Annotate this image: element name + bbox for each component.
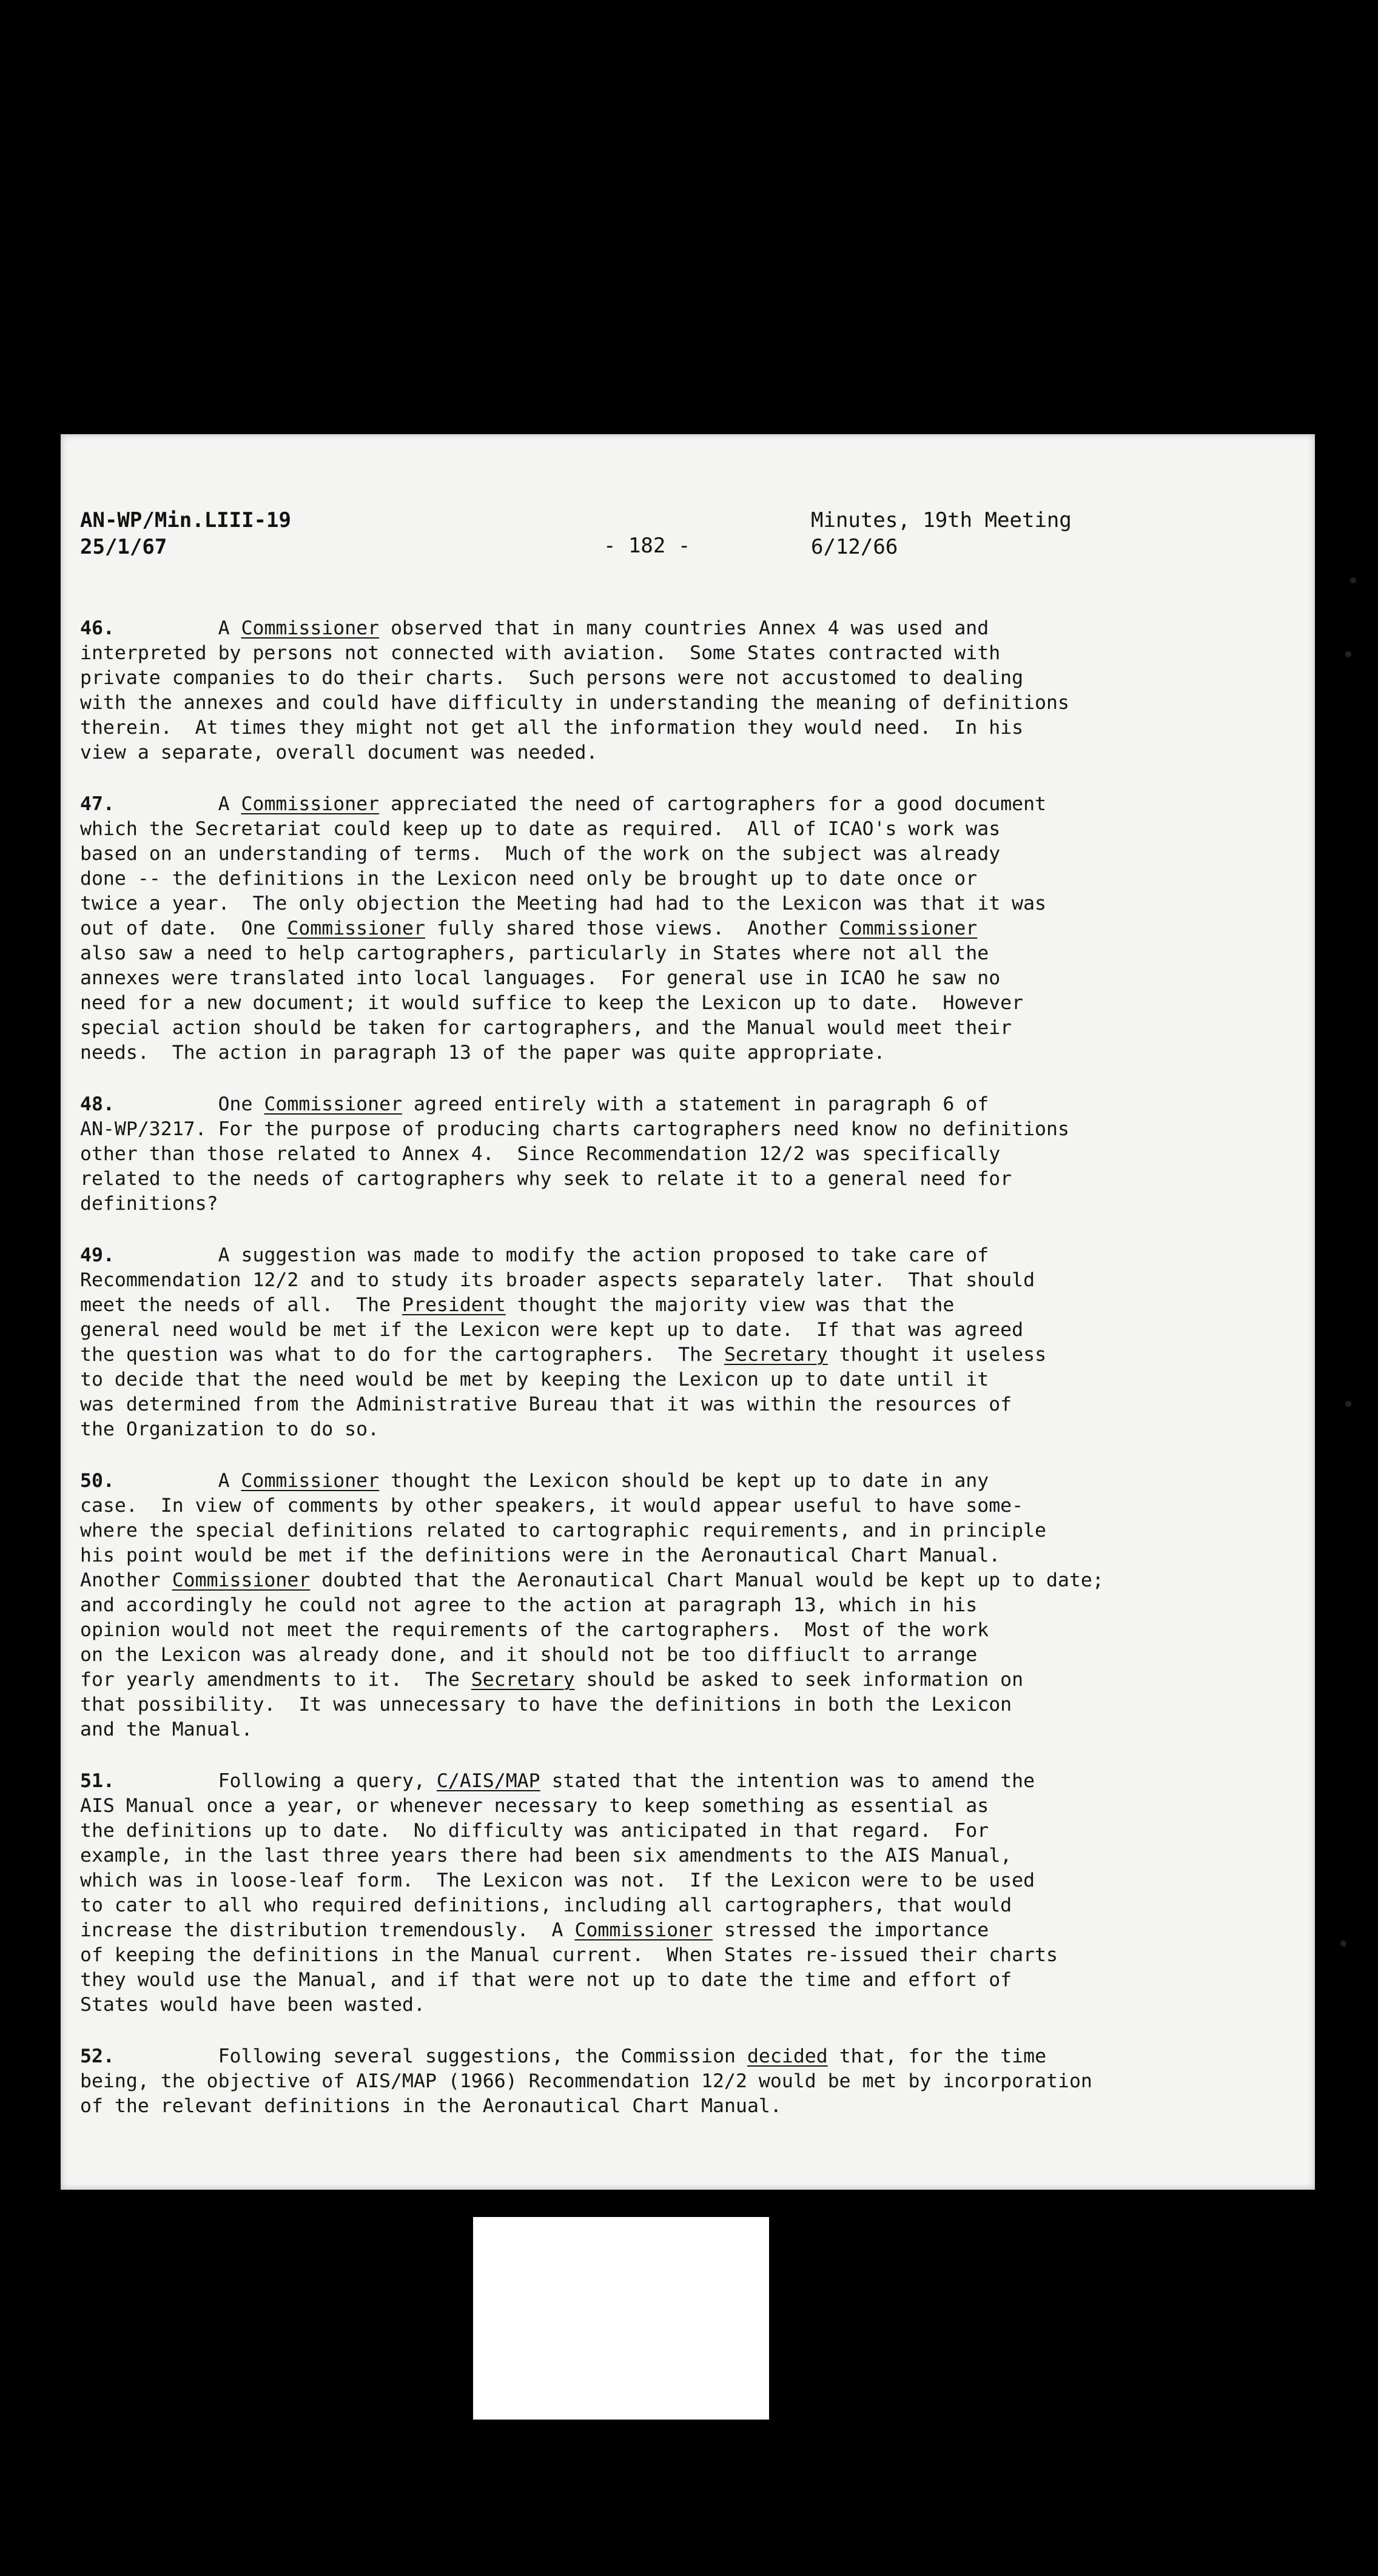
paragraph-line: and the Manual. — [80, 1719, 253, 1740]
paragraph-line: based on an understanding of terms. Much of the work on the subject was already — [80, 843, 1001, 865]
paragraph-line: with the annexes and could have difficulty in understanding the meaning of definitions — [80, 692, 1069, 714]
meeting-date: 6/12/66 — [811, 535, 898, 559]
paragraph-line: case. In view of comments by other speakers, it would appear useful to have some- — [80, 1495, 1024, 1517]
paragraph-line: example, in the last three years there had been six amendments to the AIS Manual, — [80, 1845, 1012, 1867]
minutes-paragraph — [80, 1469, 1214, 1742]
minutes-paragraph — [80, 2044, 1214, 2119]
paragraph-line: Recommendation 12/2 and to study its broader aspects separately later. That should — [80, 1269, 1035, 1291]
paragraph-line: special action should be taken for cartographers, and the Manual would meet their — [80, 1017, 1012, 1039]
paragraph-line: on the Lexicon was already done, and it should not be too diffiuclt to arrange — [80, 1644, 978, 1666]
paragraph-line: out of date. One Commissioner fully shared those views. Another Commissioner — [80, 917, 978, 939]
margin-mark — [1350, 577, 1356, 583]
paragraph-number: 51. — [80, 1770, 115, 1792]
paragraph-line: annexes were translated into local languages. For general use in ICAO he saw no — [80, 967, 1001, 989]
paragraph-line: for yearly amendments to it. The Secretary should be asked to seek information on — [80, 1669, 1024, 1691]
paragraph-number: 52. — [80, 2045, 115, 2067]
paragraph-line: was determined from the Administrative Bureau that it was within the resources of — [80, 1394, 1012, 1415]
paragraph-line: opinion would not meet the requirements of the cartographers. Most of the work — [80, 1619, 989, 1641]
paragraph-line: AIS Manual once a year, or whenever necessary to keep something as essential as — [80, 1795, 989, 1817]
paragraph-line: therein. At times they might not get all the information they would need. In his — [80, 717, 1024, 739]
paragraph-number: 48. — [80, 1093, 115, 1115]
paragraph-number: 50. — [80, 1470, 115, 1492]
minutes-paragraph — [80, 1769, 1214, 2018]
margin-mark — [1345, 1401, 1351, 1407]
paragraph-line: the question was what to do for the cartographers. The Secretary thought it useless — [80, 1344, 1047, 1366]
paragraph-line: which the Secretariat could keep up to date as required. All of ICAO's work was — [80, 818, 1001, 840]
paragraph-line: A Commissioner thought the Lexicon should be kept up to date in any — [114, 1470, 989, 1492]
paragraph-line: of keeping the definitions in the Manual current. When States re-issued their charts — [80, 1944, 1058, 1966]
paragraph-line: private companies to do their charts. Such persons were not accustomed to dealing — [80, 667, 1024, 689]
paragraph-line: States would have been wasted. — [80, 1994, 425, 2016]
paragraph-line: definitions? — [80, 1193, 218, 1215]
paragraph-line: view a separate, overall document was needed. — [80, 742, 598, 763]
paragraph-line: A Commissioner appreciated the need of cartographers for a good document — [114, 793, 1047, 815]
paragraph-line: related to the needs of cartographers why seek to relate it to a general need for — [80, 1168, 1012, 1190]
paragraph-line: to cater to all who required definitions, including all cartographers, that would — [80, 1894, 1012, 1916]
minutes-paragraph — [80, 1243, 1214, 1442]
paragraph-line: need for a new document; it would suffice to keep the Lexicon up to date. However — [80, 992, 1024, 1014]
paragraph-line: done -- the definitions in the Lexicon need only be brought up to date once or — [80, 868, 978, 890]
paragraph-line: to decide that the need would be met by keeping the Lexicon up to date until it — [80, 1369, 989, 1390]
meeting-title: Minutes, 19th Meeting — [811, 508, 1072, 532]
paragraph-number: 46. — [80, 617, 115, 639]
paragraph-number: 47. — [80, 793, 115, 815]
paragraph-line: Following several suggestions, the Commission decided that, for the time — [114, 2045, 1047, 2067]
paragraph-line: his point would be met if the definitions were in the Aeronautical Chart Manual. — [80, 1545, 1001, 1566]
paragraph-line: the definitions up to date. No difficulty was anticipated in that regard. For — [80, 1820, 989, 1842]
margin-mark — [1340, 1940, 1346, 1947]
margin-mark — [1345, 651, 1351, 657]
paragraph-line: which was in loose-leaf form. The Lexicon was not. If the Lexicon were to be used — [80, 1870, 1035, 1891]
page-number: - 182 - — [603, 534, 691, 558]
paragraph-line: general need would be met if the Lexicon were kept up to date. If that was agreed — [80, 1319, 1024, 1341]
minutes-paragraph — [80, 1092, 1214, 1216]
paragraph-line: Following a query, C/AIS/MAP stated that the intention was to amend the — [114, 1770, 1035, 1792]
minutes-paragraph — [80, 792, 1214, 1065]
paragraph-line: of the relevant definitions in the Aeronautical Chart Manual. — [80, 2095, 782, 2117]
paragraph-line: meet the needs of all. The President thought the majority view was that the — [80, 1294, 955, 1316]
blank-card — [473, 2217, 769, 2420]
paragraph-line: also saw a need to help cartographers, particularly in States where not all the — [80, 942, 989, 964]
paragraph-line: they would use the Manual, and if that were not up to date the time and effort of — [80, 1969, 1012, 1991]
paragraph-line: Another Commissioner doubted that the Aeronautical Chart Manual would be kept up to date; — [80, 1569, 1104, 1591]
minutes-body — [80, 616, 1214, 2145]
paragraph-line: One Commissioner agreed entirely with a statement in paragraph 6 of — [114, 1093, 989, 1115]
paragraph-line: A Commissioner observed that in many countries Annex 4 was used and — [114, 617, 989, 639]
paragraph-line: that possibility. It was unnecessary to have the definitions in both the Lexicon — [80, 1694, 1012, 1716]
header-right-block — [811, 507, 1072, 560]
paragraph-line: increase the distribution tremendously. A Commissioner stressed the importance — [80, 1919, 989, 1941]
document-date: 25/1/67 — [80, 535, 167, 559]
paragraph-line: interpreted by persons not connected with aviation. Some States contracted with — [80, 642, 1001, 664]
minutes-paragraph — [80, 616, 1214, 765]
paragraph-line: other than those related to Annex 4. Since Recommendation 12/2 was specifically — [80, 1143, 1001, 1165]
paragraph-line: where the special definitions related to cartographic requirements, and in principle — [80, 1520, 1047, 1541]
paragraph-line: needs. The action in paragraph 13 of the paper was quite appropriate. — [80, 1042, 886, 1064]
paragraph-line: and accordingly he could not agree to the action at paragraph 13, which in his — [80, 1594, 978, 1616]
paragraph-number: 49. — [80, 1244, 115, 1266]
paragraph-line: AN-WP/3217. For the purpose of producing charts cartographers need know no definitions — [80, 1118, 1069, 1140]
paragraph-line: being, the objective of AIS/MAP (1966) Recommendation 12/2 would be met by incorporation — [80, 2070, 1092, 2092]
paragraph-line: twice a year. The only objection the Meeting had had to the Lexicon was that it was — [80, 893, 1047, 914]
header-left-block — [80, 507, 291, 560]
paragraph-line: A suggestion was made to modify the action proposed to take care of — [114, 1244, 989, 1266]
paragraph-line: the Organization to do so. — [80, 1418, 380, 1440]
document-reference: AN-WP/Min.LIII-19 — [80, 508, 291, 532]
